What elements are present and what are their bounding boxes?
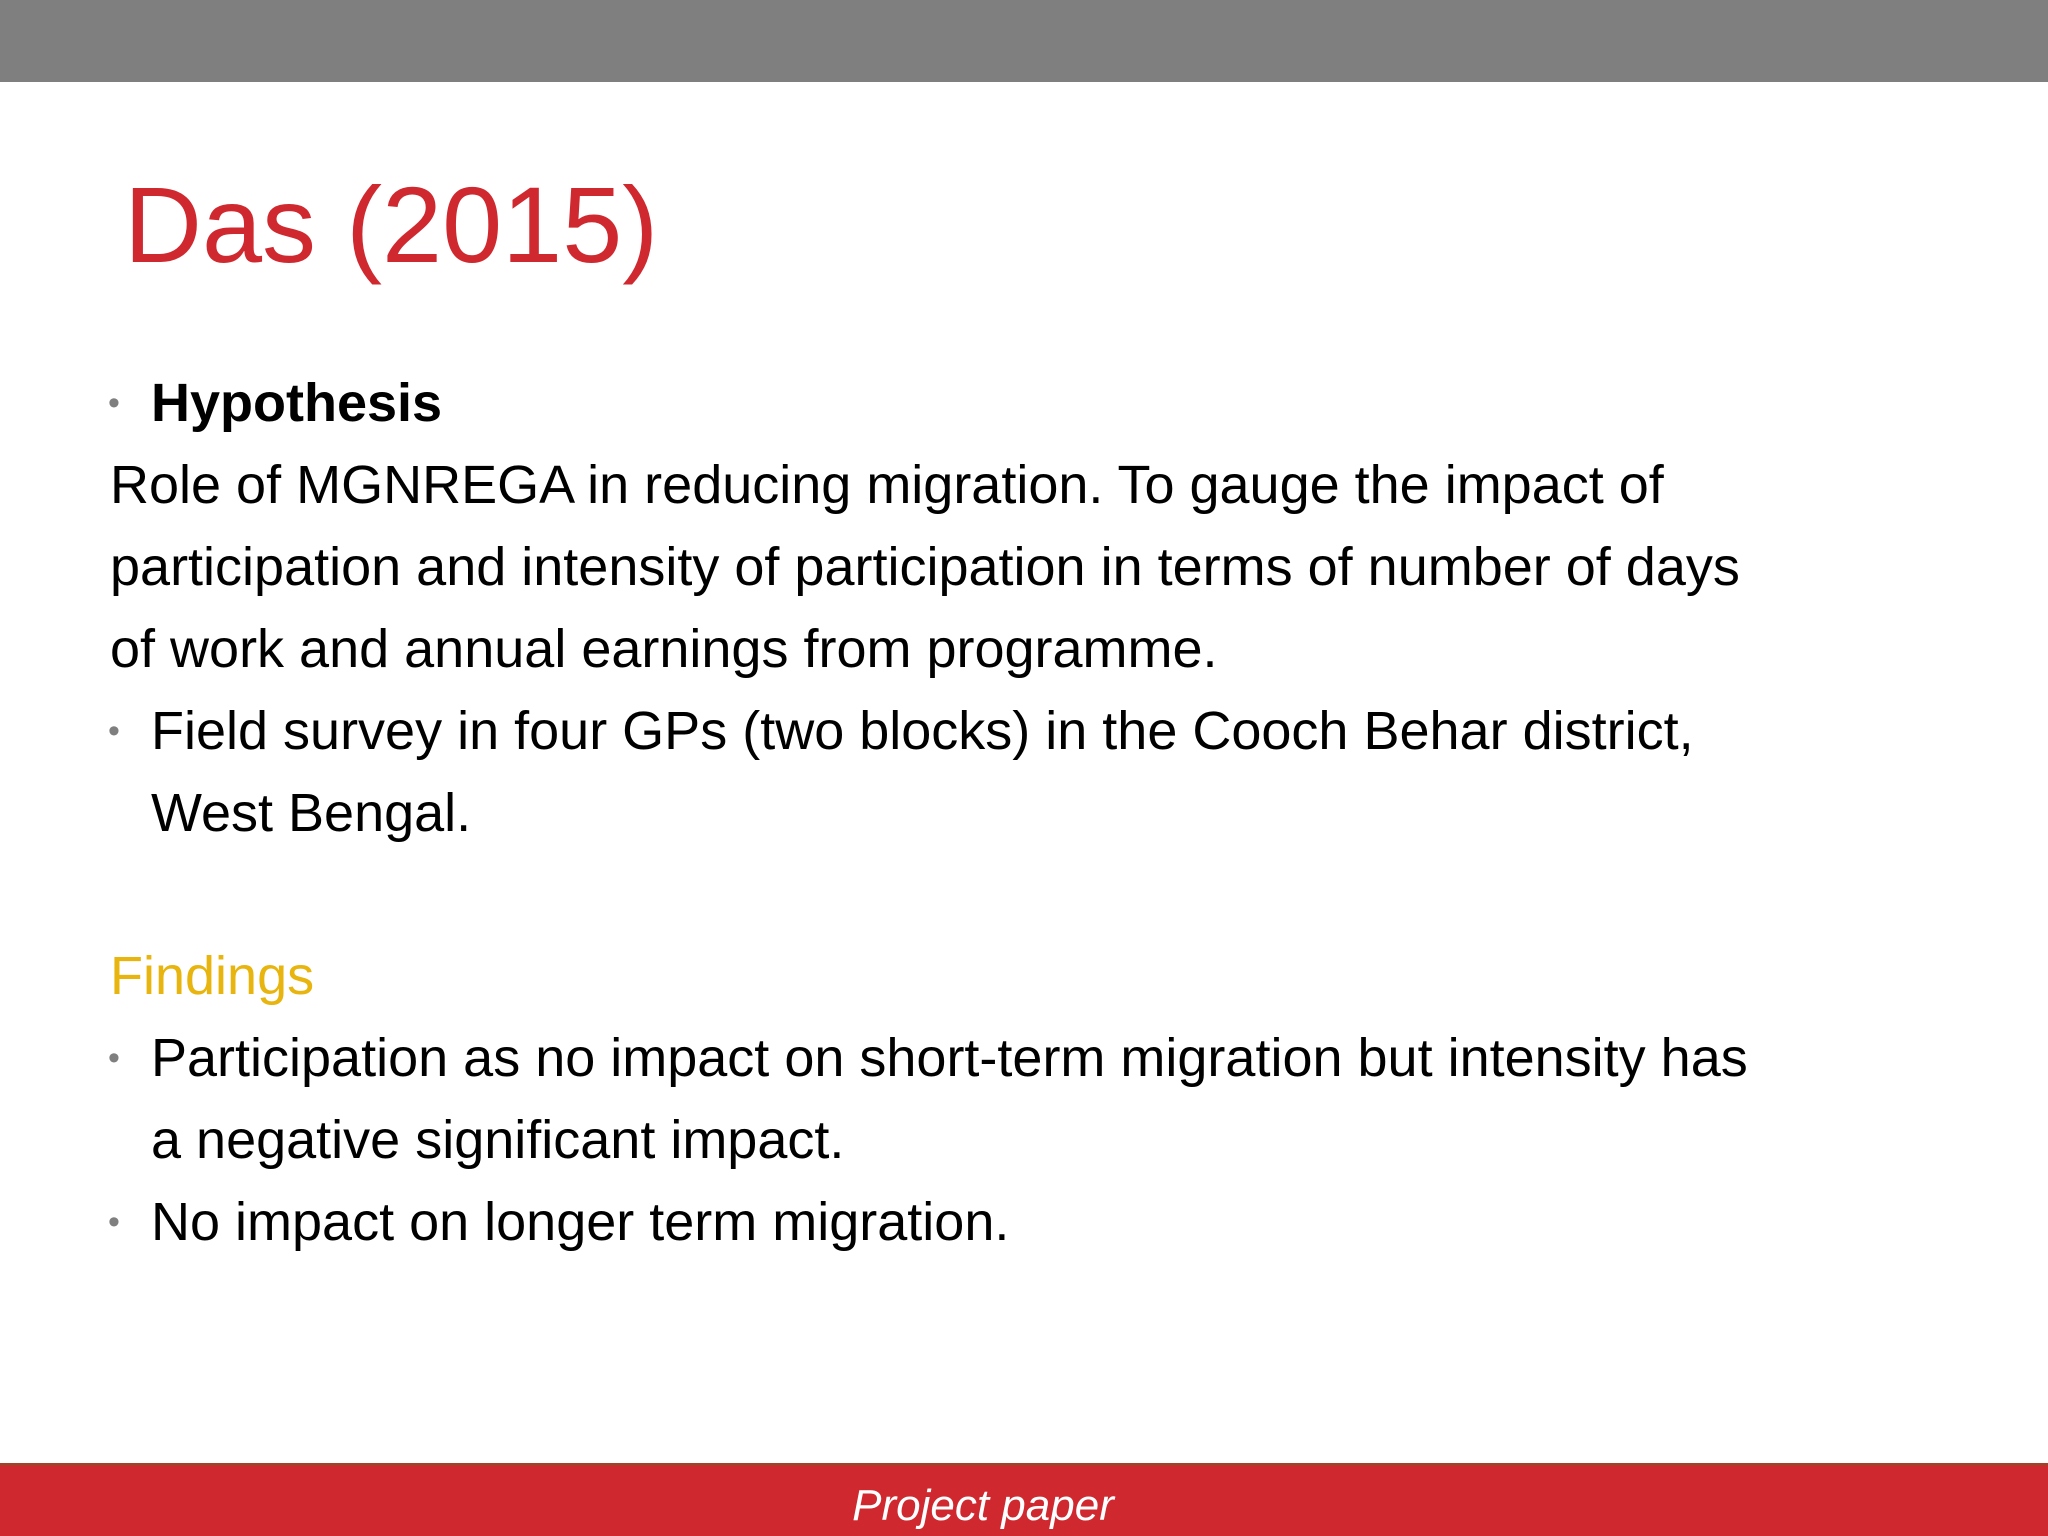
bullet-finding-1: • (108, 1039, 120, 1077)
hypothesis-heading: Hypothesis (151, 373, 443, 433)
survey-line-1: Field survey in four GPs (two blocks) in the Cooch Behar district, (151, 701, 1694, 761)
bullet-hypothesis: • (108, 384, 120, 422)
findings-heading: Findings (110, 946, 315, 1006)
slide-title: Das (2015) (124, 164, 659, 285)
finding-2: No impact on longer term migration. (151, 1192, 1010, 1252)
finding-1-line-1: Participation as no impact on short-term migration but intensity has (151, 1028, 1748, 1088)
bullet-survey: • (108, 712, 120, 750)
hypothesis-line-3: of work and annual earnings from programme. (110, 619, 1218, 679)
bullet-finding-2: • (108, 1203, 120, 1241)
hypothesis-line-2: participation and intensity of participation in terms of number of days (110, 537, 1740, 597)
finding-1-line-2: a negative significant impact. (151, 1110, 845, 1170)
footer-label: Project paper (852, 1481, 1114, 1530)
hypothesis-line-1: Role of MGNREGA in reducing migration. To gauge the impact of (110, 455, 1664, 515)
survey-line-2: West Bengal. (151, 783, 472, 843)
